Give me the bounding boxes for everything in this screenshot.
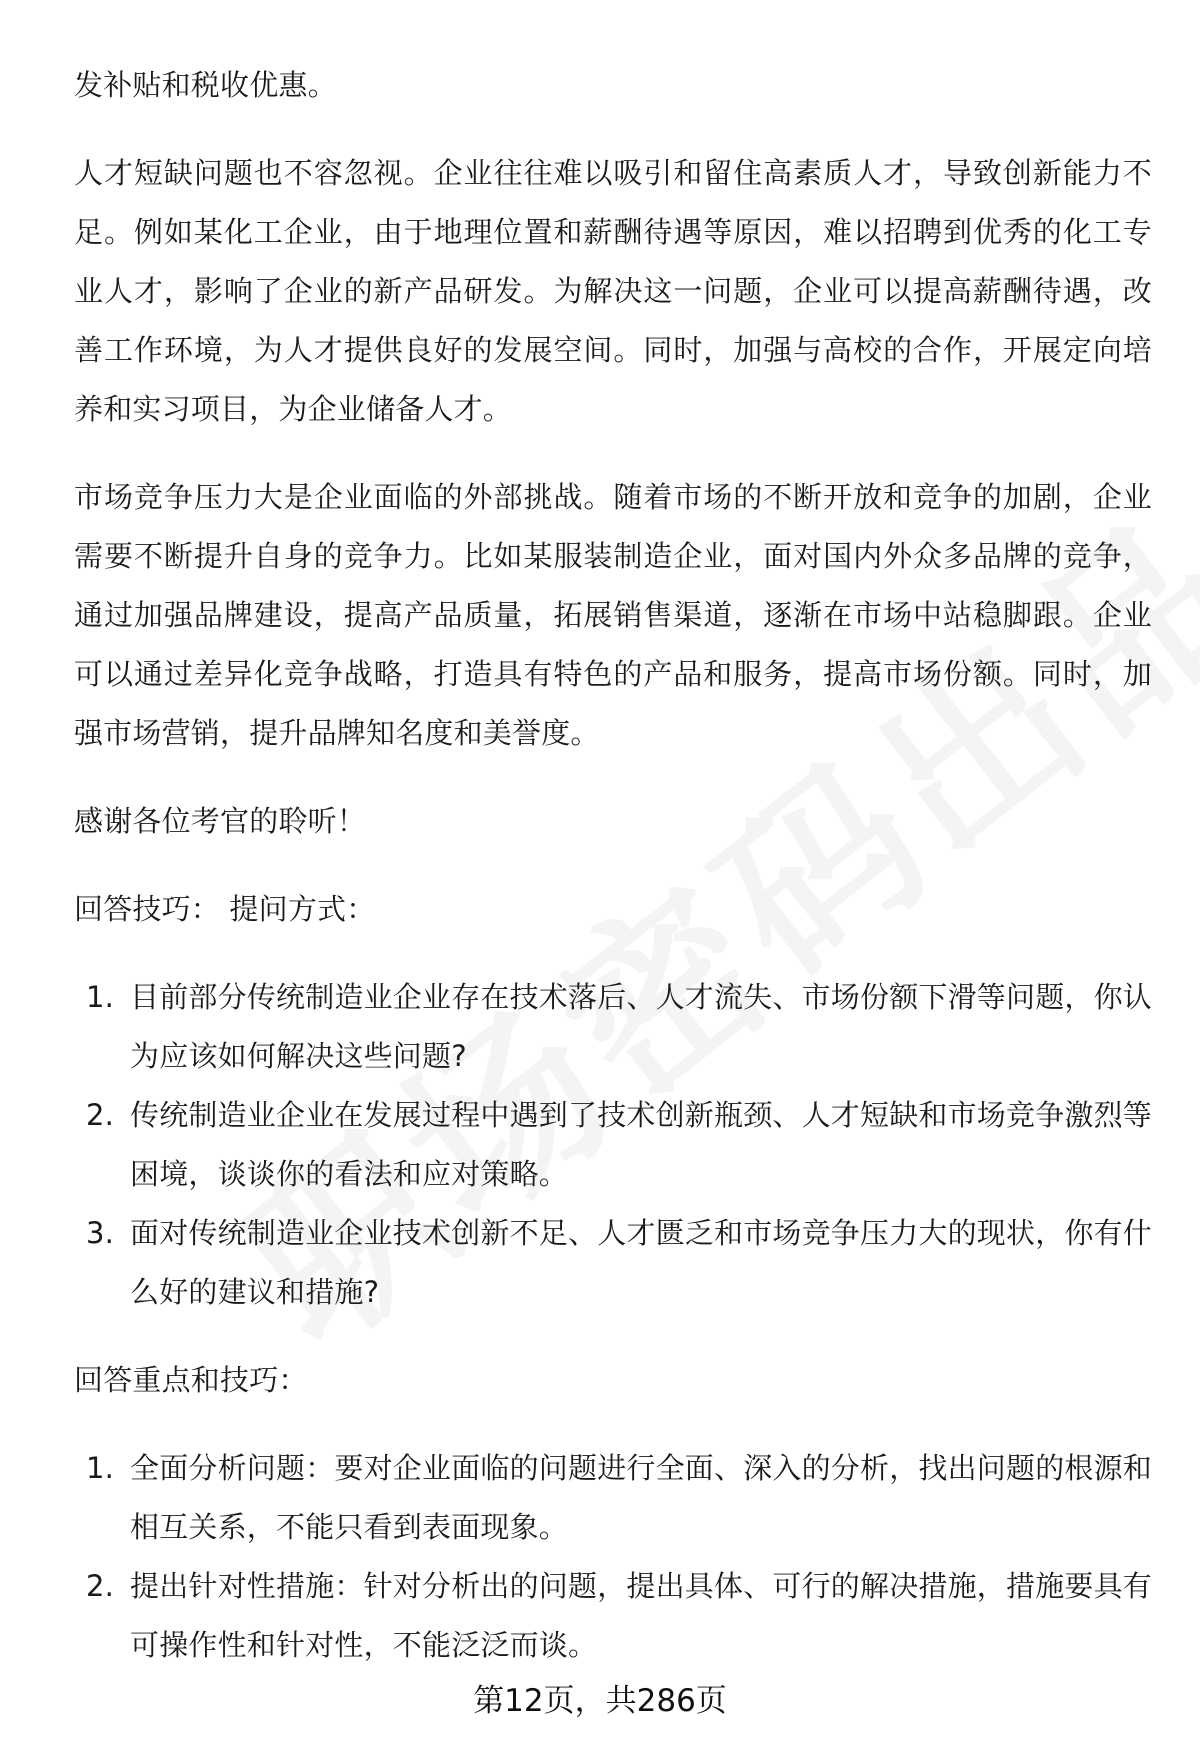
list-item-text: 目前部分传统制造业企业存在技术落后、人才流失、市场份额下滑等问题，你认为应该如何解决这些问题?	[130, 980, 1153, 1073]
list-item	[74, 968, 1152, 1086]
list-item	[74, 1557, 1152, 1675]
list-item-text: 全面分析问题：要对企业面临的问题进行全面、深入的分析，找出问题的根源和相互关系，不能只看到表面现象。	[130, 1451, 1153, 1544]
list-item-text: 提出针对性措施：针对分析出的问题，提出具体、可行的解决措施，措施要具有可操作性和针对性，不能泛泛而谈。	[130, 1569, 1153, 1662]
list-item-text: 面对传统制造业企业技术创新不足、人才匮乏和市场竞争压力大的现状，你有什么好的建议和措施?	[130, 1216, 1153, 1309]
key-points-heading: 回答重点和技巧：	[74, 1363, 308, 1397]
paragraph-talent-shortage: 人才短缺问题也不容忽视。企业往往难以吸引和留住高素质人才，导致创新能力不足。例如某化工企业，由于地理位置和薪酬待遇等原因，难以招聘到优秀的化工专业人才，影响了企业的新产品研发。为解决这一问题，企业可以提高薪酬待遇，改善工作环境，为人才提供良好的发展空间。同时，加强与高校的合作，开展定向培养和实习项目，为企业储备人才。	[74, 156, 1152, 426]
list-item-number: 2.	[86, 1098, 115, 1132]
page-number-footer: 第12页，共286页	[473, 1683, 727, 1719]
list-item-number: 1.	[86, 980, 115, 1014]
paragraph-subsidy-ending: 发补贴和税收优惠。	[74, 68, 337, 102]
list-item	[74, 1204, 1152, 1322]
list-item-text: 传统制造业企业在发展过程中遇到了技术创新瓶颈、人才短缺和市场竞争激烈等困境，谈谈你的看法和应对策略。	[130, 1098, 1153, 1191]
tips-heading: 回答技巧： 提问方式：	[74, 892, 376, 926]
list-item	[74, 1086, 1152, 1204]
list-item-number: 3.	[86, 1216, 115, 1250]
list-item-number: 2.	[86, 1569, 115, 1603]
question-list	[74, 968, 1152, 1322]
list-item	[74, 1439, 1152, 1557]
list-item-number: 1.	[86, 1451, 115, 1485]
key-points-list	[74, 1439, 1152, 1675]
paragraph-market-competition: 市场竞争压力大是企业面临的外部挑战。随着市场的不断开放和竞争的加剧，企业需要不断提升自身的竞争力。比如某服装制造企业，面对国内外众多品牌的竞争，通过加强品牌建设，提高产品质量，拓展销售渠道，逐渐在市场中站稳脚跟。企业可以通过差异化竞争战略，打造具有特色的产品和服务，提高市场份额。同时，加强市场营销，提升品牌知名度和美誉度。	[74, 480, 1152, 750]
page-content	[74, 56, 1152, 1704]
paragraph-thanks: 感谢各位考官的聆听！	[74, 804, 367, 838]
